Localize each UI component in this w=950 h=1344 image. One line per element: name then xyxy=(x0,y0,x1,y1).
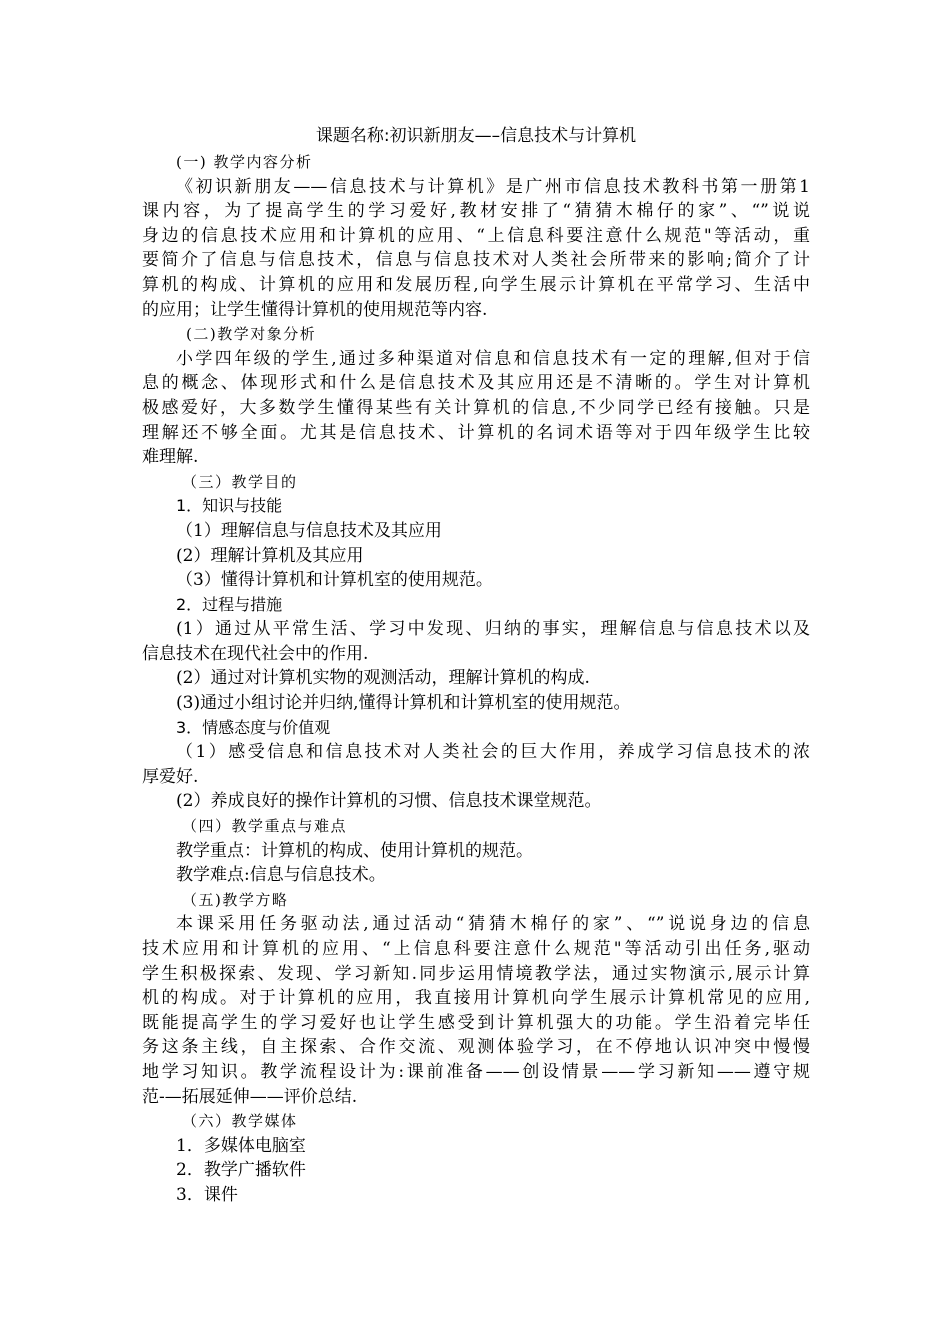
paragraph-line: 《初识新朋友——信息技术与计算机》是广州市信息技术教科书第一册第1 xyxy=(176,176,810,197)
list-item: 3．课件 xyxy=(176,1184,238,1205)
paragraph-line: 既能提高学生的学习爱好也让学生感受到计算机强大的功能。学生沿着完毕任 xyxy=(142,1012,810,1033)
list-item: （1）感受信息和信息技术对人类社会的巨大作用，养成学习信息技术的浓 xyxy=(176,742,810,763)
paragraph-line: 理解还不够全面。尤其是信息技术、计算机的名词术语等对于四年级学生比较 xyxy=(142,422,810,443)
paragraph-line: 课内容，为了提高学生的学习爱好,教材安排了“猜猜木棉仔的家”、“”说说 xyxy=(142,201,810,222)
subheading-knowledge-skills: 1．知识与技能 xyxy=(176,496,283,516)
paragraph-line: 算机的构成、计算机的应用和发展历程,向学生展示计算机在平常学习、生活中 xyxy=(142,274,810,295)
list-item: (2）通过对计算机实物的观测活动，理解计算机的构成. xyxy=(176,668,590,689)
document-title: 课题名称:初识新朋友—–信息技术与计算机 xyxy=(315,126,637,146)
section-heading-media: （六）教学媒体 xyxy=(182,1112,298,1131)
paragraph-line: 学生积极探索、发现、学习新知.同步运用情境教学法，通过实物演示,展示计算 xyxy=(142,963,810,984)
list-item: 1．多媒体电脑室 xyxy=(176,1135,306,1156)
paragraph-line: 教学重点：计算机的构成、使用计算机的规范。 xyxy=(176,840,533,861)
section-heading-audience-analysis: (二)教学对象分析 xyxy=(186,325,317,344)
paragraph-line: 难理解. xyxy=(142,447,199,468)
list-item: (2）理解计算机及其应用 xyxy=(176,545,364,566)
paragraph-line: 地学习知识。教学流程设计为:课前准备——创设情景——学习新知——遵守规 xyxy=(142,1061,810,1082)
paragraph-line: 身边的信息技术应用和计算机的应用、“上信息科要注意什么规范"等活动，重 xyxy=(142,225,810,246)
section-heading-key-points: （四）教学重点与难点 xyxy=(182,817,348,836)
list-item: 厚爱好. xyxy=(142,766,199,787)
paragraph-line: 机的构成。对于计算机的应用，我直接用计算机向学生展示计算机常见的应用, xyxy=(142,988,810,1009)
paragraph-line: 范-—拓展延伸——评价总结. xyxy=(142,1086,358,1107)
paragraph-line: 小学四年级的学生,通过多种渠道对信息和信息技术有一定的理解,但对于信 xyxy=(176,348,810,369)
subheading-attitudes-values: 3．情感态度与价值观 xyxy=(176,717,331,737)
paragraph-line: 本课采用任务驱动法,通过活动“猜猜木棉仔的家”、“”说说身边的信息 xyxy=(176,914,810,935)
list-item: (2）养成良好的操作计算机的习惯、信息技术课堂规范。 xyxy=(176,791,602,812)
paragraph-line: 教学难点:信息与信息技术。 xyxy=(176,865,386,886)
document-body xyxy=(142,124,810,1208)
section-heading-objectives: （三）教学目的 xyxy=(182,472,298,491)
list-item: (1）通过从平常生活、学习中发现、归纳的事实，理解信息与信息技术以及 xyxy=(176,619,810,640)
section-heading-content-analysis: (一) 教学内容分析 xyxy=(176,153,313,171)
list-item: 2．教学广播软件 xyxy=(176,1160,306,1181)
paragraph-line: 务这条主线，自主探索、合作交流、观测体验学习，在不停地认识冲突中慢慢 xyxy=(142,1037,810,1058)
section-heading-teaching-strategy: （五)教学方略 xyxy=(182,890,289,909)
paragraph-line: 要简介了信息与信息技术，信息与信息技术对人类社会所带来的影响;简介了计 xyxy=(142,250,810,271)
list-item: （1）理解信息与信息技术及其应用 xyxy=(176,520,442,541)
paragraph-line: 极感爱好，大多数学生懂得某些有关计算机的信息,不少同学已经有接触。只是 xyxy=(142,397,810,418)
subheading-process-methods: 2．过程与措施 xyxy=(176,594,283,614)
list-item: (3)通过小组讨论并归纳,懂得计算机和计算机室的使用规范。 xyxy=(176,693,631,714)
list-item: （3）懂得计算机和计算机室的使用规范。 xyxy=(176,570,493,591)
list-item: 信息技术在现代社会中的作用. xyxy=(142,643,369,664)
paragraph-line: 技术应用和计算机的应用、“上信息科要注意什么规范"等活动引出任务,驱动 xyxy=(142,939,810,959)
paragraph-line: 的应用；让学生懂得计算机的使用规范等内容. xyxy=(142,299,488,320)
paragraph-line: 息的概念、体现形式和什么是信息技术及其应用还是不清晰的。学生对计算机 xyxy=(142,373,810,394)
